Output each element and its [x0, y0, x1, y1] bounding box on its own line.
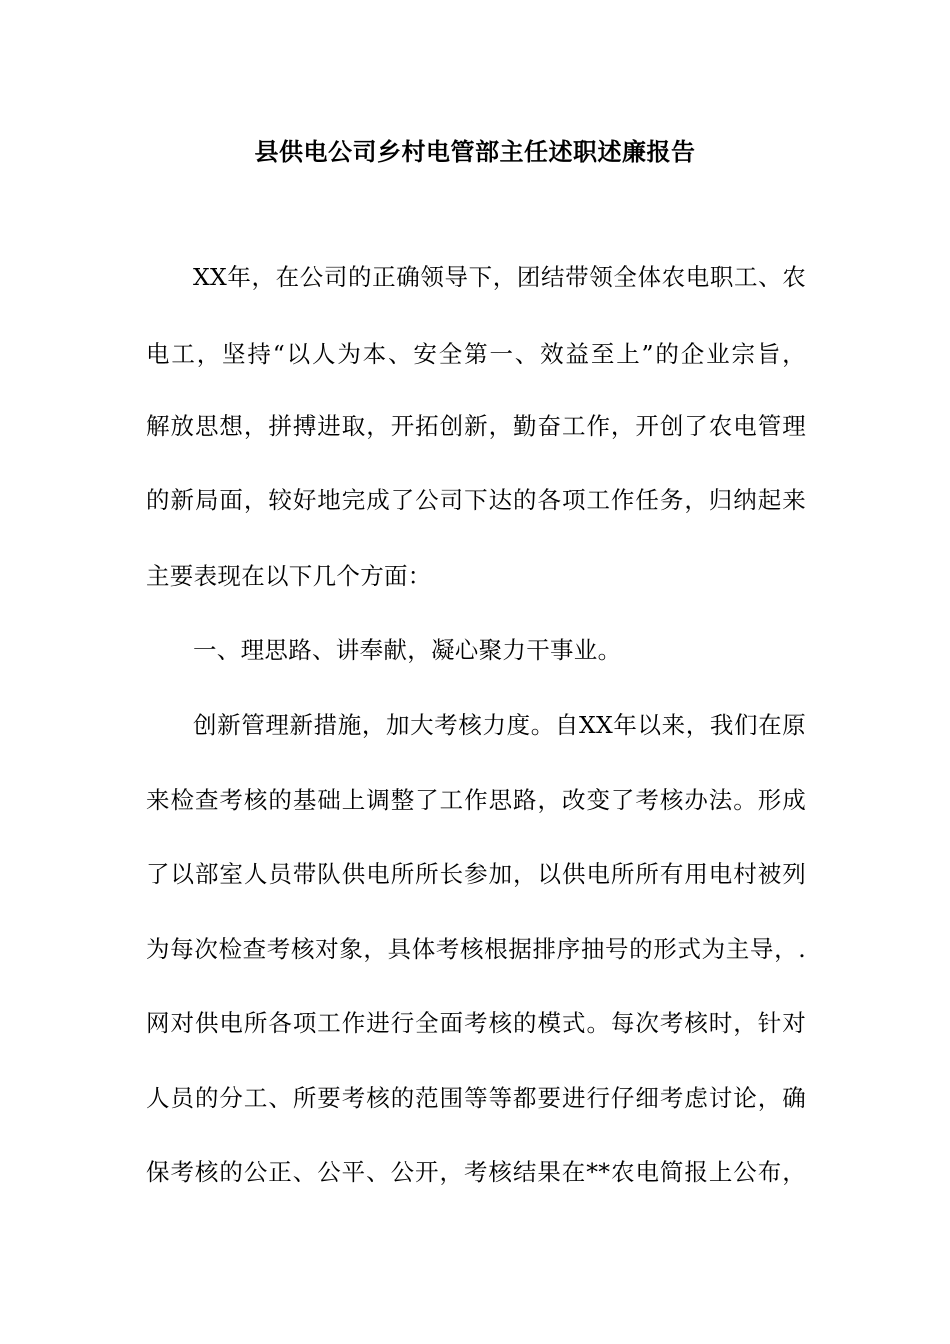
paragraph-line: 主要表现在以下几个方面： — [146, 562, 432, 590]
paragraph-line: 网对供电所各项工作进行全面考核的模式。每次考核时，针对 — [146, 1009, 806, 1037]
paragraph-line: 了以部室人员带队供电所所长参加，以供电所所有用电村被列 — [146, 860, 806, 888]
paragraph-line: 创新管理新措施，加大考核力度。自XX年以来，我们在原 — [193, 711, 806, 739]
document-title: 县供电公司乡村电管部主任述职述廉报告 — [254, 138, 696, 166]
paragraph-line: 的新局面，较好地完成了公司下达的各项工作任务，归纳起来 — [146, 486, 806, 514]
paragraph-line: 电工，坚持“以人为本、安全第一、效益至上”的企业宗旨， — [146, 340, 806, 368]
paragraph-line: 人员的分工、所要考核的范围等等都要进行仔细考虑讨论，确 — [146, 1084, 806, 1112]
paragraph-line: 为每次检查考核对象，具体考核根据排序抽号的形式为主导，. — [146, 935, 806, 963]
paragraph-line: 保考核的公正、公平、公开，考核结果在**农电简报上公布， — [146, 1158, 806, 1186]
section-heading: 一、理思路、讲奉献，凝心聚力干事业。 — [193, 636, 622, 664]
paragraph-line: XX年，在公司的正确领导下，团结带领全体农电职工、农 — [193, 263, 806, 291]
paragraph-line: 来检查考核的基础上调整了工作思路，改变了考核办法。形成 — [146, 786, 806, 814]
paragraph-line: 解放思想，拼搏进取，开拓创新，勤奋工作，开创了农电管理 — [146, 412, 806, 440]
